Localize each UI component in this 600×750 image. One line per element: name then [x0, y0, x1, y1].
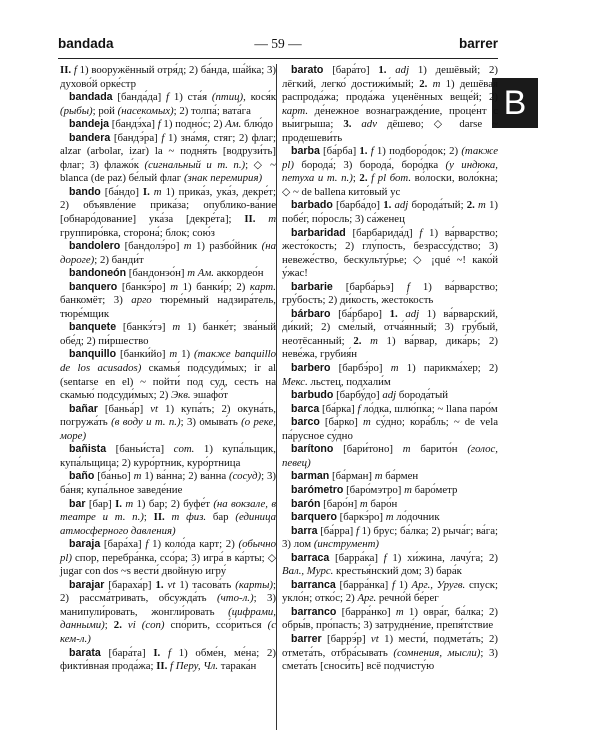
- entry-text: m: [395, 605, 404, 618]
- dictionary-entry: [282, 484, 498, 498]
- dictionary-entry: [282, 64, 498, 145]
- entry-text: Арг., Уругв.: [411, 578, 466, 591]
- headword: banquete: [69, 321, 117, 334]
- headword: barranco: [291, 605, 337, 618]
- entry-text: 2.: [353, 334, 371, 347]
- entry-text: f: [419, 226, 423, 239]
- entry-text: f: [157, 118, 161, 131]
- headword: baraja: [69, 538, 101, 551]
- entry-text: (голос, певец): [282, 443, 498, 469]
- entry-text: f: [357, 402, 361, 415]
- header-rule: [58, 58, 498, 59]
- entry-text: ;: [143, 511, 154, 524]
- entry-text: де́нежное вознагражде́ние, проце́нт с вы́игрыша;: [282, 104, 498, 131]
- entry-text: 1) бар; 2) буфе́т: [133, 497, 214, 510]
- column-divider: [276, 64, 277, 730]
- entry-text: m: [125, 497, 134, 510]
- entry-text: борода́тый: [396, 389, 448, 402]
- entry-text: тюре́мный надзира́тель, тюре́мщик: [60, 294, 276, 320]
- entry-text: 1) овра́г, ба́лка; 2) обры́в, про́пасть; 3) затрудне́ние, препя́тствие: [282, 605, 498, 632]
- entry-text: vt: [167, 578, 176, 591]
- dictionary-entry: [60, 443, 276, 470]
- entry-text: [барбэ́ро]: [330, 362, 391, 375]
- dictionary-entry: [60, 470, 276, 497]
- headword: bañista: [69, 443, 107, 456]
- entry-text: Экв.: [171, 389, 191, 402]
- entry-text: банкомёт; 3): [60, 294, 132, 307]
- entry-text: 2.: [419, 77, 433, 90]
- entry-text: барито́н: [410, 443, 468, 456]
- dictionary-entry: [282, 511, 498, 525]
- entry-text: 1) купа́ть; 2) окуна́ть, погружа́ть: [60, 402, 276, 429]
- entry-text: 1) ва́нна; 2) ва́нна: [141, 470, 230, 483]
- entry-text: скамья́ подсуди́мых; ir al (sentarse en el) ~ пойти́ под суд, сесть на скамью́ подсуди́мых; 2): [60, 362, 276, 402]
- entry-text: [банкэ́ро]: [117, 280, 171, 293]
- entry-text: (в воду и т. п.): [111, 416, 181, 429]
- entry-text: m: [359, 497, 368, 510]
- entry-text: [банда́да]: [112, 91, 167, 104]
- entry-text: [баньи́ста]: [106, 443, 174, 456]
- entry-text: f: [161, 131, 165, 144]
- entry-text: льстец, подхали́м: [307, 375, 391, 388]
- entry-text: [ба́рко]: [319, 416, 363, 429]
- entry-text: f: [166, 91, 170, 104]
- entry-text: 1) мести́, подмета́ть; 2) отмета́ть, отбра́сывать: [282, 632, 498, 659]
- entry-text: I.: [153, 646, 168, 659]
- entry-text: бар: [206, 511, 236, 524]
- dictionary-entry: [60, 132, 276, 186]
- entry-text: f: [170, 660, 174, 673]
- headword: barata: [69, 646, 101, 659]
- entry-text: (о реке, море): [60, 416, 276, 442]
- entry-text: (также banquillo de los acusados): [60, 348, 276, 375]
- entry-text: m: [268, 213, 276, 226]
- entry-text: ; 3) смета́ть [сноси́ть] всё подчисту́ю: [282, 646, 498, 673]
- dictionary-entry: [60, 240, 276, 267]
- entry-text: ло́дка, шлю́пка; ~ llana паро́м: [360, 402, 498, 415]
- entry-text: [барра́ка]: [329, 551, 384, 564]
- headword: barajar: [69, 578, 105, 591]
- entry-text: группиро́вка, сторона́; блок; сою́з: [60, 226, 215, 239]
- entry-text: арго: [131, 294, 152, 307]
- entry-text: (сомнения, мысли): [393, 646, 481, 659]
- entry-text: , кося́к: [243, 91, 276, 104]
- entry-text: спо́рить, ссо́риться: [164, 619, 268, 632]
- dictionary-entry: [60, 321, 276, 348]
- dictionary-entry: [282, 498, 498, 512]
- entry-text: ;: [352, 172, 360, 185]
- entry-text: f: [167, 646, 171, 659]
- entry-text: II.: [156, 660, 171, 673]
- entry-text: [ба́рба]: [319, 145, 360, 158]
- entry-text: ; 3) омыва́ть: [180, 416, 242, 429]
- entry-text: [барба́до]: [332, 199, 384, 212]
- entry-text: 1) обме́н, ме́на; 2) фикти́вная прода́жа;: [60, 646, 276, 673]
- entry-text: adj: [394, 199, 409, 212]
- headword: bandada: [69, 91, 113, 104]
- entry-text: adv: [361, 118, 377, 131]
- dictionary-entry: [60, 348, 276, 402]
- entry-text: com.: [173, 443, 195, 456]
- entry-text: 1) купа́льщик, купа́льщица; 2) куро́ртник, куро́ртница: [60, 443, 276, 469]
- entry-text: f: [370, 145, 374, 158]
- entry-text: 1) вооружённый отря́д; 2) ба́нда, ша́йка; 3) духово́й орке́стр: [60, 64, 276, 90]
- entry-text: [ба́рбаро]: [330, 307, 390, 320]
- dictionary-entry: [282, 227, 498, 281]
- entry-text: m: [169, 348, 178, 361]
- entry-text: 1.: [389, 307, 406, 320]
- entry-text: II.: [244, 213, 269, 226]
- entry-text: ; 2) банди́т: [94, 253, 144, 266]
- entry-text: (что-л.): [217, 592, 254, 605]
- entry-text: 1) зна́мя, стяг; 2) флаг; alzar (arbolar, izar) la ~ подня́ть [водрузи́ть] флаг; 3) флажо́к: [60, 131, 276, 171]
- entry-text: [ба́рман]: [329, 470, 375, 483]
- entry-text: Арг.: [357, 592, 377, 605]
- headword: banquillo: [69, 348, 117, 361]
- dictionary-entry: [60, 281, 276, 322]
- entry-text: 2.: [113, 619, 128, 632]
- entry-text: (птиц): [211, 91, 244, 104]
- headword: bando: [69, 185, 101, 198]
- headword: barra: [291, 524, 318, 537]
- entry-text: ; 2) рассма́тривать, обсужда́ть: [60, 578, 277, 605]
- headword: banquero: [69, 280, 118, 293]
- entry-text: (карты): [235, 578, 274, 591]
- entry-text: 1.: [359, 145, 371, 158]
- headword: bar: [69, 497, 86, 510]
- headword: barba: [291, 145, 320, 158]
- dictionary-entry: [60, 267, 276, 281]
- dictionary-entry: [282, 552, 498, 579]
- headword: barítono: [291, 443, 334, 456]
- entry-text: 1) ста́я: [169, 91, 212, 104]
- left-column: [60, 64, 276, 674]
- headword: barbarie: [291, 280, 333, 293]
- entry-text: 1.: [378, 64, 396, 76]
- entry-text: (знак перемирия): [183, 172, 263, 185]
- entry-text: Мекс.: [282, 375, 308, 388]
- entry-text: ба́рмен: [382, 470, 419, 483]
- right-column: [282, 64, 498, 674]
- entry-text: спор, перебра́нка, ссо́ра; 3) игра́ в ка́рты; ◇ jugar con dos ~s вести́ двойну́ю игру́: [60, 551, 276, 578]
- entry-text: [бар]: [85, 497, 116, 510]
- entry-text: [ба́ньо]: [94, 470, 134, 483]
- entry-text: [бари́тоно]: [333, 443, 403, 456]
- headword: barrer: [291, 632, 322, 645]
- entry-text: vt: [150, 402, 159, 415]
- entry-text: борода́; 3) борода́, боро́дка: [294, 158, 446, 171]
- thumb-index-tab: B: [492, 78, 538, 128]
- entry-text: f pl: [371, 172, 387, 185]
- entry-text: ; 3) ба́ня; купа́льное заведе́ние: [60, 470, 276, 496]
- dictionary-entry: [60, 403, 276, 444]
- headword: bandolero: [69, 240, 121, 253]
- entry-text: [ба́рра]: [317, 524, 356, 537]
- entry-text: [барбу́до]: [333, 389, 383, 402]
- entry-text: (с кем-л.): [60, 619, 276, 645]
- entry-text: (также pl): [282, 145, 498, 171]
- entry-text: f: [355, 524, 359, 537]
- entry-text: m: [153, 185, 162, 198]
- entry-text: 3.: [343, 118, 362, 131]
- entry-text: [бандонэо́н]: [126, 267, 188, 280]
- entry-text: 1) банке́т; зва́ный обе́д; 2) пи́ршество: [60, 321, 277, 347]
- entry-text: f: [383, 551, 387, 564]
- entry-text: [ба́ндо]: [100, 185, 143, 198]
- entry-text: 1) подборо́док; 2): [373, 145, 462, 158]
- entry-text: 1) банки́р; 2): [178, 280, 250, 293]
- entry-text: f: [392, 578, 395, 591]
- page-number: — 59 —: [254, 36, 302, 51]
- headword: bandera: [69, 131, 111, 144]
- entry-text: баро́метр: [411, 483, 458, 496]
- entry-text: баро́н: [367, 497, 398, 510]
- entry-text: эшафо́т: [190, 389, 229, 402]
- entry-text: 1) коло́да карт; 2): [148, 538, 239, 551]
- entry-text: 2.: [466, 199, 479, 212]
- headword: bárbaro: [291, 307, 331, 320]
- headword: bañar: [69, 402, 98, 415]
- entry-text: борода́тый;: [408, 199, 467, 212]
- dictionary-entry: [282, 470, 498, 484]
- dictionary-entry: [60, 538, 276, 579]
- entry-text: m: [374, 470, 383, 483]
- entry-text: [бара́ха]: [100, 538, 146, 551]
- entry-text: крестья́нский дом; 3) бара́к: [333, 565, 462, 578]
- dictionary-entry: [60, 91, 276, 118]
- dictionary-entry: [282, 145, 498, 199]
- entry-text: m: [370, 334, 378, 347]
- dictionary-entry: [282, 579, 498, 606]
- entry-text: 1) ва́рварство; гру́бость; 2) ди́кость, жесто́кость: [282, 280, 499, 307]
- entry-text: II.: [60, 64, 74, 76]
- headword: barato: [291, 64, 324, 76]
- entry-text: 1) дешёвая распрода́жа; прода́жа уценённых веще́й; 2): [282, 77, 499, 104]
- entry-text: (у индюка, петуха и т. п.): [282, 158, 498, 185]
- entry-text: карт.: [249, 280, 276, 293]
- entry-text: [баро́мэтро]: [343, 483, 405, 496]
- entry-text: (обычно pl): [60, 538, 276, 564]
- entry-text: [бандолэ́ро]: [120, 240, 184, 253]
- entry-text: во́лоски, воло́кна; ◇ ~ de ballena кито́вый ус: [282, 172, 498, 198]
- entry-text: II.: [153, 511, 172, 524]
- entry-text: Ам.: [225, 118, 242, 131]
- entry-text: vi (con): [127, 619, 165, 632]
- entry-text: [баньа́р]: [97, 402, 151, 415]
- dictionary-entry: [60, 498, 276, 539]
- entry-text: дёшево; ◇ darse ~ продешеви́ть: [282, 118, 498, 144]
- entry-text: m: [187, 267, 196, 280]
- entry-text: [бандэ́ра]: [110, 131, 162, 144]
- entry-text: 1.: [155, 578, 168, 591]
- headword: bandeja: [69, 118, 110, 131]
- entry-text: аккордео́н: [213, 267, 264, 280]
- entry-text: 1) разбо́йник: [191, 240, 262, 253]
- headword: barraca: [291, 551, 330, 564]
- entry-text: [барбарида́д]: [345, 226, 420, 239]
- dictionary-entry: [60, 64, 276, 91]
- entry-text: ло́дочник: [393, 511, 440, 524]
- entry-text: I.: [115, 497, 126, 510]
- entry-text: [баро́н]: [320, 497, 360, 510]
- dictionary-entry: [282, 633, 498, 674]
- entry-text: [банки́йо]: [116, 348, 170, 361]
- entry-text: ; 3) манипули́ровать, жонгли́ровать: [60, 592, 276, 618]
- entry-text: (сигнальный и т. п.): [144, 158, 246, 171]
- entry-text: m: [133, 470, 142, 483]
- headword: barón: [291, 497, 321, 510]
- entry-text: vt: [370, 632, 379, 645]
- entry-text: [барба́рьэ]: [332, 280, 407, 293]
- entry-text: (инструмент): [313, 538, 379, 551]
- entry-text: блю́до: [241, 118, 274, 131]
- entry-text: 1) прика́з, ука́з, декре́т; 2) объявле́ние прика́за; опублико-ва́ние [обнаро́дование] ука́за [декре́та];: [60, 185, 277, 226]
- entry-text: (единица атмосферного давления): [60, 511, 277, 537]
- dictionary-entry: [282, 443, 498, 470]
- entry-text: су́дно; кора́бль; ~ de vela па́русное су́дно: [282, 416, 498, 442]
- entry-text: f: [73, 64, 77, 76]
- entry-text: спуск; укло́н; отко́с; 2): [282, 578, 498, 605]
- entry-text: [баркэ́ро]: [336, 511, 386, 524]
- dictionary-entry: [282, 606, 498, 633]
- entry-text: (на дороге): [60, 240, 276, 266]
- entry-text: речно́й бе́рег: [376, 592, 439, 605]
- entry-text: ;: [104, 619, 114, 632]
- entry-text: 1.: [383, 199, 395, 212]
- entry-text: [бандэ́ха]: [109, 118, 158, 131]
- headword: barranca: [291, 578, 336, 591]
- dictionary-entry: [282, 308, 498, 362]
- entry-text: бот.: [389, 172, 412, 185]
- headword: barquero: [291, 511, 337, 524]
- entry-text: 1) подно́с; 2): [160, 118, 226, 131]
- dictionary-entry: [282, 403, 498, 417]
- entry-text: m: [432, 77, 441, 90]
- header-first-headword: bandada: [58, 36, 114, 51]
- entry-text: [банкэ́тэ]: [116, 321, 173, 334]
- headword: bandoneón: [69, 267, 127, 280]
- entry-text: (на вокзале, в театре и т. п.): [60, 497, 276, 524]
- entry-text: (рыбы): [60, 104, 93, 117]
- dictionary-entry: [282, 362, 498, 389]
- entry-text: 1) парикма́хер; 2): [398, 362, 498, 375]
- header-last-headword: barrer: [458, 36, 498, 51]
- entry-text: (сосуд): [229, 470, 262, 483]
- entry-text: 1) хи́жина, лачу́га; 2): [386, 551, 498, 564]
- entry-text: 1) тасова́ть: [175, 578, 236, 591]
- entry-text: [ба́рка]: [319, 402, 358, 415]
- dictionary-entry: [282, 525, 498, 552]
- entry-text: m: [390, 362, 399, 375]
- entry-text: карт.: [282, 104, 309, 117]
- entry-text: m: [362, 416, 371, 429]
- entry-text: Ам.: [197, 267, 214, 280]
- entry-text: ; ◇ ~ blanca (de paz) бе́лый флаг: [60, 158, 277, 185]
- headword: barco: [291, 416, 320, 429]
- entry-text: 1) побе́г, по́росль; 3) са́женец: [282, 199, 499, 226]
- headword: barbado: [291, 199, 333, 212]
- entry-text: adj: [382, 389, 397, 402]
- entry-text: m: [183, 240, 192, 253]
- dictionary-entry: [282, 416, 498, 443]
- entry-text: 1) ва́рварство; жесто́кость; 2) глу́пость, безрассу́дство; 3) невеже́ство, бескульту́рье; ◇ ¡qué ~! како́й у́жас!: [282, 226, 499, 280]
- entry-text: 1) брус; ба́лка; 2) рыча́г; ва́га; 3) лом: [282, 524, 499, 551]
- dictionary-entry: [60, 186, 276, 240]
- entry-text: 1) ва́рварский, ди́кий; 2) сме́лый, отча́янный; 3) гру́бый, неотёсанный;: [282, 307, 498, 347]
- entry-text: m: [172, 321, 181, 334]
- headword: barbaridad: [291, 226, 346, 239]
- entry-text: adj: [395, 64, 410, 76]
- entry-text: 1): [395, 578, 412, 591]
- entry-text: (насекомых): [117, 104, 174, 117]
- entry-text: [бара́та]: [100, 646, 154, 659]
- headword: barbudo: [291, 389, 334, 402]
- entry-text: [барра́нко]: [336, 605, 396, 618]
- entry-text: m: [404, 483, 412, 496]
- dictionary-entry: [60, 118, 276, 132]
- entry-text: Перу, Чл.: [175, 660, 219, 673]
- dictionary-entry: [282, 389, 498, 403]
- headword: barman: [291, 470, 330, 483]
- entry-text: f: [406, 280, 410, 293]
- headword: barbero: [291, 362, 331, 375]
- headword: barómetro: [291, 483, 344, 496]
- dictionary-entry: [60, 579, 276, 647]
- dictionary-entry: [60, 647, 276, 674]
- entry-text: ; 2) толпа́; вата́га: [173, 104, 251, 117]
- entry-text: (цифрами, данными): [60, 605, 276, 632]
- entry-text: adj: [405, 307, 420, 320]
- running-header: [58, 36, 498, 54]
- entry-text: m: [478, 199, 486, 212]
- entry-text: I.: [142, 185, 154, 198]
- headword: baño: [69, 470, 95, 483]
- headword: barca: [291, 402, 320, 415]
- entry-text: 1): [177, 348, 195, 361]
- entry-text: 1) ва́рвар, дика́рь; 2) неве́жа, грубия́н: [282, 334, 498, 361]
- entry-text: 2.: [359, 172, 372, 185]
- dictionary-entry: [282, 199, 498, 226]
- entry-text: 1) дешёвый; 2) лёгкий, легко́ достижи́мый;: [282, 64, 499, 90]
- entry-text: ; рой: [92, 104, 118, 117]
- entry-text: тарака́н: [218, 660, 257, 673]
- entry-text: [барра́нка]: [335, 578, 392, 591]
- entry-text: физ.: [186, 511, 207, 524]
- dictionary-entry: [282, 281, 498, 308]
- entry-text: [бара́то]: [323, 64, 379, 76]
- entry-text: Вал., Мурс.: [282, 565, 334, 578]
- entry-text: [барaха́р]: [104, 578, 156, 591]
- entry-text: f: [145, 538, 149, 551]
- entry-text: m: [402, 443, 411, 456]
- entry-text: [баррэ́р]: [321, 632, 371, 645]
- entry-text: m: [170, 280, 179, 293]
- entry-text: m: [385, 511, 394, 524]
- entry-text: m: [171, 511, 180, 524]
